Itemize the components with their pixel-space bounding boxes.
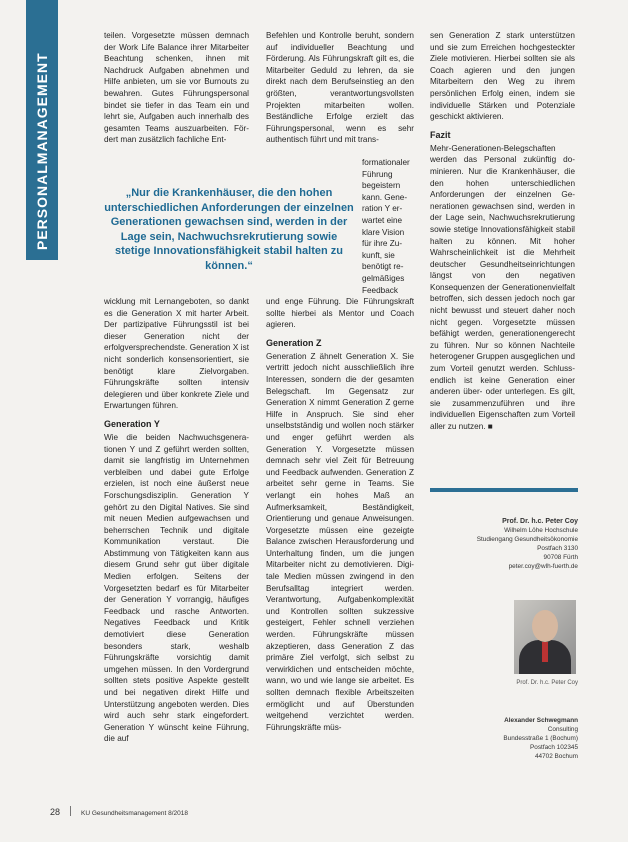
paragraph: Wie die beiden Nachwuchsgenerationen Y und Z geführt werden sollten, damit sie langfristig im Unternehmen verbleiben und dabei gute Erfolge erzielen, ist noch eine äußerst neue Forschungsdisziplin. Generation Y gehört zu den Digital Natives. Sie sind mit neuen Medien aufgewachsen und beherrschen Technik und digitale Kommunikation verstaut. Die Abstimmung von Tätigkeiten kann aus diesem Grund sehr gut über digitale Medien erfolgen. Seitens der Vorgesetzten bedarf es für Mitarbeiter der Generation Y vorrangig, häufiges Feedback und rasche Antworten. Negatives Feedback und Kritik demotiviert diese Generation besonders stark, weshalb Führungskräfte vorsichtig damit umgehen müssen. In den Vordergrund sollten stets positive Aspekte gestellt und bei negativen direkt Hilfe und Unterstützung angeboten werden. Dies wird auch sehr stark eingefordert. Generation Y wünscht keine Führung, die auf	[104, 432, 249, 744]
author-divider	[430, 488, 578, 492]
author-line: 44702 Bochum	[535, 753, 578, 760]
paragraph: wicklung mit Lernangeboten, so dankt es die Generation X mit harter Arbeit. Der partizipative Führungsstil ist bei dieser Generation nicht der erfolgversprechendste. Generation X ist nicht sonderlich konsensorientiert, sie benötigt klare Zielvorgaben. Führungskräfte sollten intensiv delegieren und über konkrete Ziele und Erwartungen führen.	[104, 297, 249, 411]
author-line: 90708 Fürth	[543, 554, 578, 561]
author-line: Consulting	[547, 726, 578, 733]
author-line: Bundesstraße 1 (Bochum)	[503, 735, 578, 742]
author-email: peter.coy@wlh-fuerth.de	[508, 563, 578, 570]
author-line: Studiengang Gesundheitsökonomie	[476, 536, 578, 543]
author-name: Alexander Schwegmann	[504, 717, 578, 724]
author-photo	[514, 600, 576, 674]
photo-caption: Prof. Dr. h.c. Peter Coy	[516, 680, 578, 686]
paragraph: und enge Führung. Die Führungskraft sollte hierbei als Mentor und Coach agieren.	[266, 297, 414, 330]
column-1-bottom	[104, 296, 249, 745]
paragraph: teilen. Vorgesetzte müssen demnach der Work Life Balance ihrer Mitarbeiter Beachtung schenken, ihnen mit Nachdruck Aufgaben abnehmen und Hilfe anbieten, um sie vor Burnouts zu bewahren. Gutes Führungspersonal bindet sie tiefer in das Team ein und lehrt sie, Aufgaben auch innerhalb des gesamten Teams auszuarbeiten. Fördert man zusätzlich fachliche Ent-	[104, 31, 249, 145]
author-line: Wilhelm Löhe Hochschule	[504, 527, 578, 534]
pull-quote: „Nur die Krankenhäuser, die den hohen unterschiedlichen Anforderungen der einzelnen Generationen gewachsen sind, werden in der Lage sein, Nachwuchsrekrutierung sowie stetige Innovationsfähigkeit stabil halten zu können.“	[104, 187, 354, 272]
column-3	[430, 30, 575, 433]
heading-generation-y: Generation Y	[104, 418, 160, 429]
column-1-top	[104, 30, 249, 146]
column-2-top	[266, 30, 414, 146]
author-line: Postfach 102345	[530, 744, 578, 751]
paragraph: Befehlen und Kontrolle beruht, sondern auf individueller Beachtung und Förderung. Als Führungskraft gilt es, die Mitarbeiter Geduld zu lehren, da sie direkt nach dem Berufseinstieg an den größten, verantwortungsvollsten Projekten mitarbeiten wollen. Beständliche Erfolge erzielt das Führungspersonal, wenn es sehr authentisch führt und mit trans-	[266, 31, 414, 145]
column-2-side	[362, 157, 414, 296]
author-name: Prof. Dr. h.c. Peter Coy	[502, 518, 578, 525]
section-label: PERSONALMANAGEMENT	[34, 52, 50, 250]
paragraph: Generation Z ähnelt Generation X. Sie vertritt jedoch nicht ausschließlich ihre Interessen, sondern die der gesamten Belegschaft. Im Gegensatz zur Generation X nimmt Generation Z gerne Hilfe in Anspruch. Sie sind eher unselbstständig und wollen noch stärker und enger geführt werden als Generation Y. Vorgesetzte müssen demnach sehr viel Zeit für Betreuung und Feedback aufwenden. Generation Z arbeitet sehr gerne in Teams. Sie verlangt ein hohes Maß an Aufmerksamkeit, Beständigkeit, Orientierung und genaue Anweisungen. Vorgesetzte müssen eine gezeigte Balance zwischen Herausforderung und Unterhaltung finden, um die jungen Mitarbeiter nicht zu demotivieren. Digitale Medien müssen zwingend in den Berufsalltag integriert werden. Verantwortung, Aufgabenkomplexität und Kontrollen sollten sukzessive gesteigert, Fehler schnell verziehen werden. Führungskräfte müssen akzeptieren, dass Generation Z das primäre Ziel verfolgt, sich selbst zu verwirklichen und entscheiden möchte, wann, wo und wie lange sie arbeitet. Es sollten demnach flexible Arbeitszeiten ermöglicht und auf Überstunden weitgehend verzichtet werden. Führungskräfte müs-	[266, 351, 414, 732]
publication-name: KU Gesundheitsmanagement 8/2018	[81, 810, 188, 817]
author-block-1	[430, 517, 578, 571]
footer-divider	[70, 806, 71, 816]
heading-generation-z: Generation Z	[266, 337, 322, 348]
column-2-bottom	[266, 296, 414, 733]
page-number: 28	[50, 807, 61, 817]
paragraph: formationaler Führung begeistern kann. Generation Y erwartet eine klare Vision für ihre Zukunft, sie benötigt regelmäßiges Feedback	[362, 158, 410, 295]
heading-fazit: Fazit	[430, 129, 451, 140]
paragraph: Mehr-Generationen-Belegschaften werden das Personal zukünftig dominieren. Nur die Krankenhäuser, die den hohen unterschiedlichen Anforderungen der einzelnen Generationen gewachsen sind, werden in der Lage sein, Nachwuchsrekrutierung sowie stetige Innovationsfähigkeit stabil halten zu können. Mit hoher Wahrscheinlichkeit ist die Mehrheit deutscher Gesundheitseinrichtungen längst von den negativen Konsequenzen der Generationenvielfalt betroffen, sich dessen jedoch noch gar nicht bewusst und steuert daher noch nicht gegen. Vorgesetzte müssen befähigt werden, generationengerecht zu führen. Nur so können Nachteile heterogener Gruppen ausgeglichen und zum Vorteil genutzt werden. Schlussendlich ist keine Generation einer anderen über- oder unterlegen. Es gilt, sie zusammenzuführen und ihre individuellen Eigenschaften zum Vorteil aller zu nutzen. ■	[430, 143, 575, 431]
author-block-2	[430, 716, 578, 761]
author-line: Postfach 3130	[537, 545, 578, 552]
page-footer	[50, 806, 188, 817]
paragraph: sen Generation Z stark unterstützen und sie zum Erreichen hochgesteckter Ziele motivieren. Hierbei sollten sie als Coach agieren und den jungen Mitarbeitern den Weg zu ihrem persönlichen Erfolg einen, indem sie individuelle Stärken und Potenziale geschickt aktivieren.	[430, 31, 575, 122]
